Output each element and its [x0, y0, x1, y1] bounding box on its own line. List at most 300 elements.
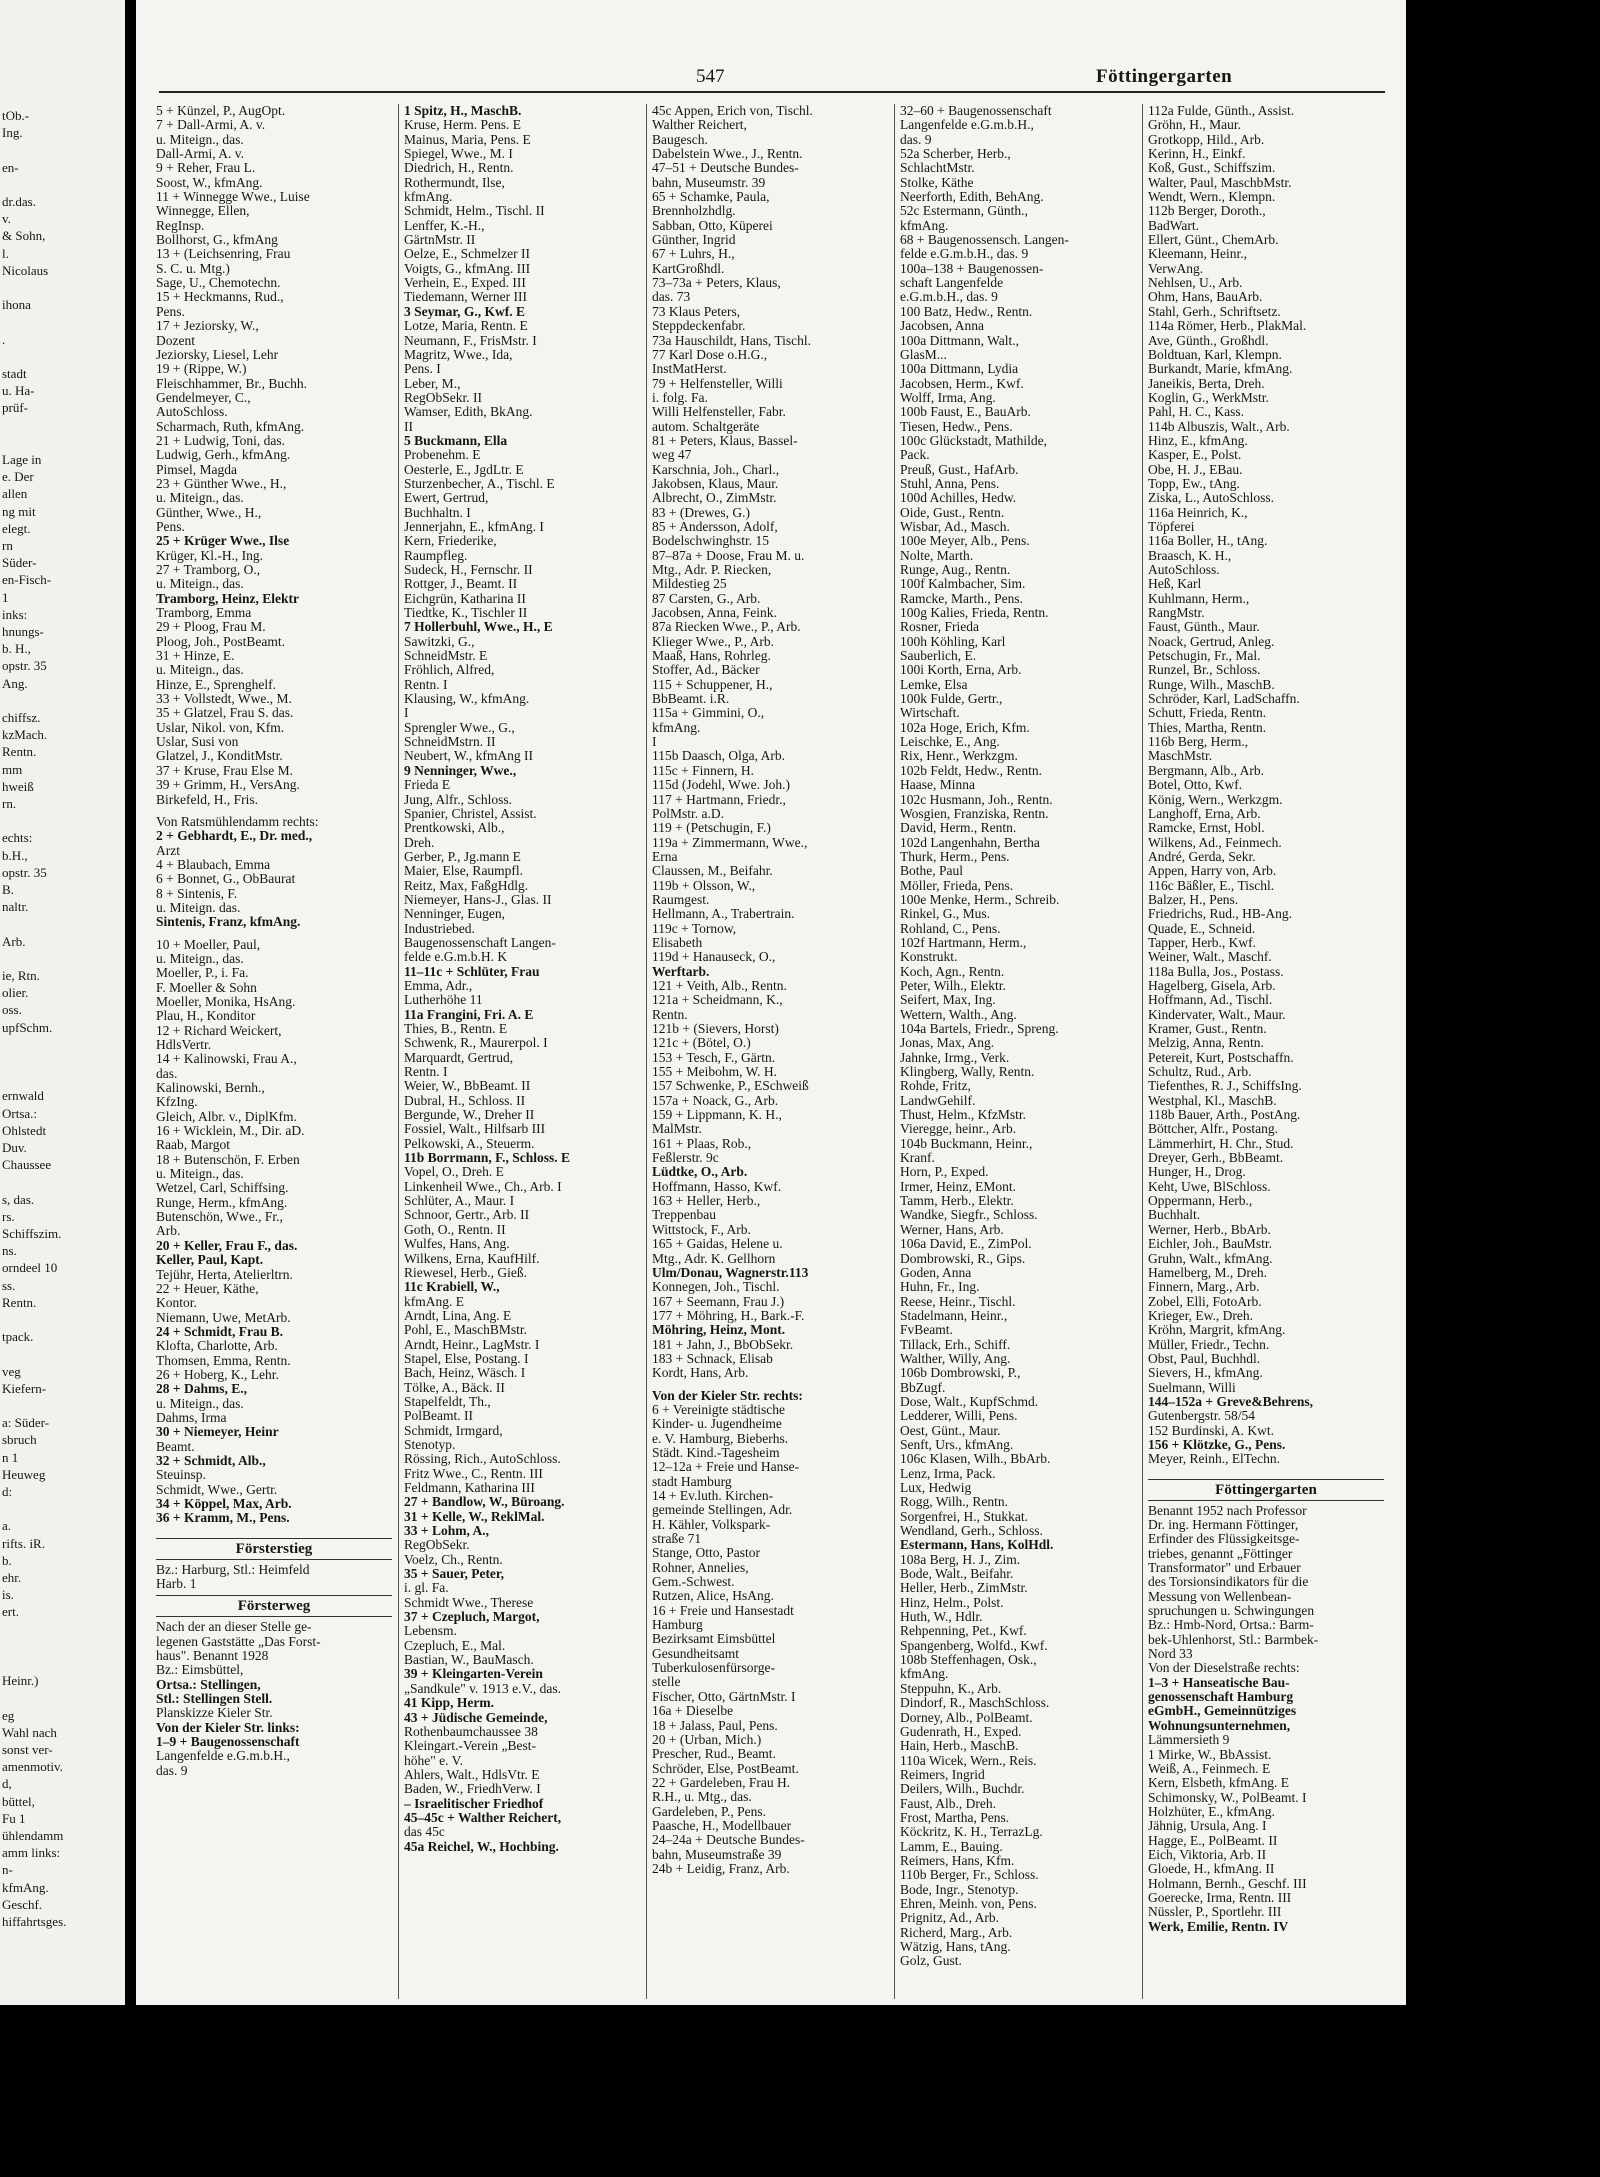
directory-entry: Thomsen, Emma, Rentn.: [156, 1353, 291, 1368]
directory-entry: Hellmann, A., Trabertrain.: [652, 907, 795, 922]
directory-entry: u. Miteign., das.: [156, 1396, 244, 1411]
directory-entry: Voelz, Ch., Rentn.: [404, 1552, 503, 1567]
directory-entry: 22 + Gardeleben, Frau H.: [652, 1775, 791, 1790]
directory-entry: Lotze, Maria, Rentn. E: [404, 319, 528, 334]
directory-entry: 110a Wicek, Wern., Reis.: [900, 1753, 1037, 1768]
directory-entry: das. 73: [652, 290, 691, 305]
directory-entry: 100d Achilles, Hedw.: [900, 491, 1017, 506]
prev-page-line: b. H.,: [2, 641, 31, 657]
directory-entry: Ortsa.: Stellingen,: [156, 1677, 261, 1692]
directory-entry: Ploog, Joh., PostBeamt.: [156, 634, 286, 649]
section-heading: Försterstieg: [156, 1538, 392, 1560]
directory-entry: 68 + Baugenossensch. Langen-: [900, 233, 1069, 248]
directory-entry: Pelkowski, A., Steuerm.: [404, 1136, 535, 1151]
directory-entry: Walther Reichert,: [652, 118, 747, 133]
page-number: 547: [696, 66, 725, 87]
directory-entry: 165 + Gaidas, Helene u.: [652, 1237, 783, 1252]
directory-entry: Sievers, H., kfmAng.: [1148, 1366, 1263, 1381]
directory-entry: Gerber, P., Jg.mann E: [404, 849, 521, 864]
directory-entry: Hain, Herb., MaschB.: [900, 1739, 1019, 1754]
prev-page-line: Rentn.: [2, 1294, 37, 1310]
prev-page-line: ie, Rtn.: [2, 968, 40, 983]
directory-entry: Stolke, Käthe: [900, 175, 974, 190]
directory-entry: Balzer, H., Pens.: [1148, 892, 1239, 907]
directory-entry: BbBeamt. i.R.: [652, 692, 730, 707]
directory-entry: 77 Karl Dose o.H.G.,: [652, 347, 768, 362]
directory-entry: Bergmann, Alb., Arb.: [1148, 763, 1264, 778]
directory-entry: Fleischhammer, Br., Buchh.: [156, 376, 307, 391]
directory-entry: 6 + Vereinigte städtische: [652, 1402, 785, 1417]
directory-entry: gemeinde Stellingen, Adr.: [652, 1503, 793, 1518]
directory-entry: Messung von Wellenbean-: [1148, 1589, 1292, 1604]
directory-entry: Brennholzhdlg.: [652, 204, 736, 219]
directory-entry: Krüger, Kl.-H., Ing.: [156, 548, 264, 563]
prev-page-line: ihona: [2, 297, 31, 313]
directory-entry: Werner, Hans, Arb.: [900, 1222, 1004, 1237]
prev-page-line: 1: [2, 589, 9, 605]
directory-entry: Hamburg: [652, 1618, 703, 1633]
directory-entry: kfmAng.: [652, 720, 701, 735]
directory-entry: 161 + Plaas, Rob.,: [652, 1136, 752, 1151]
directory-entry: 12–12a + Freie und Hanse-: [652, 1460, 800, 1475]
directory-entry: 27 + Bandlow, W., Büroang.: [404, 1495, 565, 1510]
directory-entry: 45a Reichel, W., Hochbing.: [404, 1839, 559, 1854]
directory-entry: Buchhalt.: [1148, 1208, 1201, 1223]
directory-entry: SchlachtMstr.: [900, 161, 975, 176]
directory-entry: 100e Meyer, Alb., Pens.: [900, 534, 1030, 549]
directory-entry: 8 + Sintenis, F.: [156, 886, 238, 901]
directory-entry: Noack, Gertrud, Anleg.: [1148, 634, 1275, 649]
directory-entry: 1 Mirke, W., BbAssist.: [1148, 1747, 1272, 1762]
directory-entry: Kleingart.-Verein „Best-: [404, 1739, 536, 1754]
directory-entry: 87a Riecken Wwe., P., Arb.: [652, 620, 801, 635]
prev-page-line: en-: [2, 159, 19, 175]
directory-entry: Oppermann, Herb.,: [1148, 1194, 1253, 1209]
directory-entry: Hagge, E., PolBeamt. II: [1148, 1833, 1278, 1848]
directory-entry: 100a Dittmann, Lydia: [900, 362, 1019, 377]
directory-entry: 5 Buckmann, Ella: [404, 433, 508, 448]
directory-entry: Jakobsen, Klaus, Maur.: [652, 476, 779, 491]
directory-entry: Rinkel, G., Mus.: [900, 907, 991, 922]
directory-entry: spruchungen u. Schwingungen: [1148, 1604, 1315, 1619]
directory-entry: 28 + Dahms, E.,: [156, 1382, 247, 1397]
prev-page-line: rn.: [2, 796, 17, 811]
directory-entry: 114a Römer, Herb., PlakMal.: [1148, 319, 1307, 334]
directory-entry: Gutenbergstr. 58/54: [1148, 1409, 1255, 1424]
directory-entry: Peter, Wilh., Elektr.: [900, 978, 1006, 993]
directory-entry: 112b Berger, Doroth.,: [1148, 204, 1266, 219]
directory-entry: 100i Korth, Erna, Arb.: [900, 663, 1022, 678]
directory-entry: 36 + Kramm, M., Pens.: [156, 1511, 290, 1526]
directory-entry: 119d + Hanauseck, O.,: [652, 950, 776, 965]
directory-entry: Von der Dieselstraße rechts:: [1148, 1661, 1300, 1676]
prev-page-line: kfmAng.: [2, 1879, 49, 1895]
directory-entry: Langhoff, Erna, Arb.: [1148, 806, 1261, 821]
directory-entry: Tiefenthes, R. J., SchiffsIng.: [1148, 1079, 1302, 1094]
directory-entry: Kern, Friederike,: [404, 534, 497, 549]
directory-entry: Schröder, Karl, LadSchaffn.: [1148, 692, 1300, 707]
column-divider: [646, 104, 647, 1999]
directory-entry: 43 + Jüdische Gemeinde,: [404, 1710, 548, 1725]
directory-entry: Nüssler, P., Sportlehr. III: [1148, 1905, 1282, 1920]
directory-entry: 11b Borrmann, F., Schloss. E: [404, 1151, 571, 1166]
directory-entry: Kuhlmann, Herm.,: [1148, 591, 1250, 606]
directory-entry: e. V. Hamburg, Bieberhs.: [652, 1431, 789, 1446]
directory-entry: 15 + Heckmanns, Rud.,: [156, 290, 284, 305]
directory-entry: 20 + Keller, Frau F., das.: [156, 1238, 298, 1253]
directory-entry: Tuberkulosenfürsorge-: [652, 1661, 775, 1676]
directory-entry: Rix, Henr., Werkzgm.: [900, 749, 1018, 764]
directory-entry: Fischer, Otto, GärtnMstr. I: [652, 1689, 796, 1704]
directory-entry: 100a Dittmann, Walt.,: [900, 333, 1020, 348]
directory-entry: RangMstr.: [1148, 606, 1205, 621]
directory-entry: Ellert, Günt., ChemArb.: [1148, 233, 1279, 248]
directory-entry: 21 + Ludwig, Toni, das.: [156, 433, 286, 448]
directory-entry: höhe" e. V.: [404, 1753, 464, 1768]
directory-entry: Rogg, Wilh., Rentn.: [900, 1495, 1008, 1510]
directory-entry: Tramborg, Heinz, Elektr: [156, 591, 299, 606]
directory-entry: Wetzel, Carl, Schiffsing.: [156, 1181, 289, 1196]
prev-page-line: Ortsa.:: [2, 1105, 38, 1121]
prev-page-line: opstr. 35: [2, 658, 47, 674]
prev-page-line: b.: [2, 1552, 12, 1568]
directory-entry: 100a–138 + Baugenossen-: [900, 261, 1044, 276]
directory-entry: Sintenis, Franz, kfmAng.: [156, 915, 301, 930]
prev-page-line: oss.: [2, 1002, 22, 1018]
directory-entry: Schnoor, Gertr., Arb. II: [404, 1208, 530, 1223]
prev-page-line: elegt.: [2, 520, 31, 536]
directory-entry: Hamelberg, M., Dreh.: [1148, 1265, 1267, 1280]
directory-entry: Kramer, Gust., Rentn.: [1148, 1022, 1267, 1036]
directory-entry: Hagelberg, Gisela, Arb.: [1148, 978, 1276, 993]
directory-entry: Stuhl, Anna, Pens.: [900, 476, 1000, 491]
directory-entry: Ledderer, Willi, Pens.: [900, 1409, 1018, 1424]
directory-entry: Albrecht, O., ZimMstr.: [652, 491, 777, 506]
directory-entry: genossenschaft Hamburg: [1148, 1690, 1294, 1705]
directory-column-4: [900, 104, 1136, 1999]
directory-entry: Eichler, Joh., BauMstr.: [1148, 1237, 1272, 1252]
directory-entry: 24–24a + Deutsche Bundes-: [652, 1833, 805, 1848]
directory-entry: Nach der an dieser Stelle ge-: [156, 1620, 312, 1635]
directory-entry: 83 + (Drewes, G.): [652, 505, 750, 520]
prev-page-line: Nicolaus: [2, 262, 49, 278]
directory-entry: – Israelitischer Friedhof: [404, 1796, 544, 1811]
directory-entry: 100c Glückstadt, Mathilde,: [900, 433, 1047, 448]
directory-entry: 119 + (Petschugin, F.): [652, 821, 771, 836]
prev-page-line: rs.: [2, 1208, 15, 1224]
directory-entry: Bach, Heinz, Wäsch. I: [404, 1366, 526, 1381]
directory-entry: 183 + Schnack, Elisab: [652, 1351, 773, 1366]
directory-entry: 100 Batz, Hedw., Rentn.: [900, 304, 1033, 319]
directory-entry: 85 + Andersson, Adolf,: [652, 519, 778, 534]
directory-entry: S. C. u. Mtg.): [156, 261, 230, 276]
directory-entry: Weiß, A., Feinmech. E: [1148, 1761, 1271, 1776]
prev-page-line: büttel,: [2, 1793, 35, 1809]
directory-entry: Dreyer, Gerh., BbBeamt.: [1148, 1151, 1284, 1166]
directory-entry: 116b Berg, Herm.,: [1148, 735, 1249, 750]
directory-entry: felde e.G.m.b.H. K: [404, 950, 508, 965]
directory-entry: David, Herm., Rentn.: [900, 821, 1017, 836]
directory-entry: Kontor.: [156, 1296, 197, 1311]
directory-entry: Suelmann, Willi: [1148, 1380, 1236, 1395]
directory-entry: 23 + Günther Wwe., H.,: [156, 476, 287, 491]
directory-entry: Gröhn, H., Maur.: [1148, 118, 1241, 133]
directory-entry: Prescher, Rud., Beamt.: [652, 1747, 776, 1762]
directory-entry: Richerd, Marg., Arb.: [900, 1925, 1013, 1940]
directory-entry: 119a + Zimmermann, Wwe.,: [652, 835, 808, 850]
directory-entry: Vieregge, heinr., Arb.: [900, 1122, 1017, 1137]
prev-page-line: Ohlstedt: [2, 1122, 47, 1138]
directory-entry: Langenfelde e.G.m.b.H.,: [156, 1749, 290, 1764]
directory-entry: 29 + Ploog, Frau M.: [156, 620, 266, 635]
prev-page-line: sonst ver-: [2, 1742, 53, 1757]
directory-entry: Benannt 1952 nach Professor: [1148, 1503, 1307, 1518]
directory-entry: Kröhn, Margrit, kfmAng.: [1148, 1323, 1286, 1338]
header-rule: [159, 91, 1385, 93]
directory-entry: 181 + Jahn, J., BbObSekr.: [652, 1337, 794, 1352]
directory-entry: u. Miteign. das.: [156, 900, 241, 915]
directory-entry: Dombrowski, R., Gips.: [900, 1251, 1026, 1266]
prev-page-line: l.: [2, 245, 9, 261]
directory-entry: Heß, Karl: [1148, 577, 1202, 592]
directory-entry: Jennerjahn, E., kfmAng. I: [404, 519, 544, 534]
directory-entry: Stl.: Stellingen Stell.: [156, 1692, 273, 1707]
previous-page-fragment: [0, 0, 125, 2005]
directory-entry: Steppdeckenfabr.: [652, 319, 746, 334]
directory-entry: Goth, O., Rentn. II: [404, 1222, 506, 1237]
directory-entry: Dorney, Alb., PolBeamt.: [900, 1710, 1033, 1725]
directory-entry: Werftarb.: [652, 964, 710, 979]
prev-page-line: d:: [2, 1484, 13, 1499]
directory-entry: MalMstr.: [652, 1122, 702, 1137]
directory-entry: Dose, Walt., KupfSchmd.: [900, 1394, 1039, 1409]
directory-entry: Bergunde, W., Dreher II: [404, 1108, 535, 1123]
prev-page-line: ert.: [2, 1604, 19, 1620]
directory-entry: Lämmerhirt, H. Chr., Stud.: [1148, 1136, 1294, 1151]
directory-entry: 108a Berg, H. J., Zim.: [900, 1552, 1021, 1567]
directory-entry: Nord 33: [1148, 1647, 1193, 1662]
directory-entry: KartGroßhdl.: [652, 261, 725, 276]
directory-entry: Wettern, Walth., Ang.: [900, 1007, 1017, 1022]
directory-entry: 33 + Vollstedt, Wwe., M.: [156, 692, 292, 707]
directory-entry: Rentn. I: [404, 1065, 448, 1080]
directory-entry: Magritz, Wwe., Ida,: [404, 347, 513, 362]
directory-entry: Wätzig, Hans, tAng.: [900, 1940, 1011, 1954]
directory-entry: Schmidt, Helm., Tischl. II: [404, 204, 545, 219]
directory-entry: Weier, W., BbBeamt. II: [404, 1079, 531, 1094]
directory-entry: das. 9: [900, 132, 932, 147]
directory-entry: Töpferei: [1148, 519, 1195, 534]
directory-entry: Baden, W., FriedhVerw. I: [404, 1782, 541, 1797]
directory-entry: Pens. I: [404, 362, 441, 377]
directory-entry: das 45c: [404, 1825, 445, 1840]
directory-entry: Vopel, O., Dreh. E: [404, 1165, 504, 1180]
directory-entry: Kerinn, H., Einkf.: [1148, 147, 1246, 162]
directory-entry: Kordt, Hans, Arb.: [652, 1366, 749, 1381]
directory-entry: Arndt, Lina, Ang. E: [404, 1308, 512, 1323]
directory-entry: 159 + Lippmann, K. H.,: [652, 1108, 782, 1123]
directory-entry: 35 + Glatzel, Frau S. das.: [156, 706, 294, 721]
directory-entry: Emma, Adr.,: [404, 978, 473, 993]
directory-entry: Runge, Herm., kfmAng.: [156, 1195, 288, 1210]
directory-entry: RegInsp.: [156, 218, 205, 233]
directory-entry: Goden, Anna: [900, 1265, 972, 1280]
prev-page-line: allen: [2, 486, 28, 502]
prev-page-line: inks:: [2, 606, 28, 622]
prev-page-line: ehr.: [2, 1570, 22, 1585]
directory-entry: e.G.m.b.H., das. 9: [900, 290, 998, 305]
directory-entry: Lux, Hedwig: [900, 1481, 972, 1495]
directory-entry: Spiegel, Wwe., M. I: [404, 147, 513, 162]
directory-entry: Ahlers, Walt., HdlsVtr. E: [404, 1767, 540, 1782]
directory-entry: 114b Albuszis, Walt., Arb.: [1148, 419, 1290, 434]
directory-entry: Petschugin, Fr., Mal.: [1148, 649, 1261, 664]
directory-entry: legenen Gaststätte „Das Forst-: [156, 1634, 321, 1649]
directory-entry: 30 + Niemeyer, Heinr: [156, 1425, 279, 1440]
directory-entry: Bz.: Eimsbüttel,: [156, 1663, 244, 1678]
prev-page-line: Kiefern-: [2, 1380, 47, 1396]
prev-page-line: stadt: [2, 366, 27, 381]
directory-entry: Ehren, Meinh. von, Pens.: [900, 1896, 1037, 1911]
directory-entry: Grotkopp, Hild., Arb.: [1148, 132, 1265, 147]
directory-entry: Sprengler Wwe., G.,: [404, 720, 515, 735]
directory-entry: Pohl, E., MaschBMstr.: [404, 1323, 528, 1338]
directory-entry: u. Miteign., das.: [156, 1167, 244, 1182]
directory-entry: Prentkowski, Alb.,: [404, 821, 505, 836]
directory-entry: 112a Fulde, Günth., Assist.: [1148, 104, 1295, 118]
column-divider: [894, 104, 895, 1999]
prev-page-line: Lage in: [2, 452, 42, 467]
directory-entry: Koglin, G., WerkMstr.: [1148, 390, 1269, 405]
directory-entry: Ulm/Donau, Wagnerstr.113: [652, 1265, 809, 1280]
directory-entry: 25 + Krüger Wwe., Ilse: [156, 534, 290, 549]
directory-entry: Holmann, Bernh., Geschf. III: [1148, 1876, 1307, 1891]
directory-entry: PolBeamt. II: [404, 1409, 473, 1424]
directory-entry: Huth, W., Hdlr.: [900, 1610, 983, 1625]
directory-entry: 100b Faust, E., BauArb.: [900, 405, 1031, 420]
directory-entry: Raab, Margot: [156, 1138, 230, 1153]
prev-page-line: Duv.: [2, 1140, 27, 1155]
directory-entry: Raumpfleg.: [404, 548, 468, 563]
directory-column-5: [1148, 104, 1384, 1999]
directory-entry: 118a Bulla, Jos., Postass.: [1148, 964, 1284, 979]
directory-entry: Leischke, E., Ang.: [900, 735, 1000, 750]
directory-entry: 1–9 + Baugenossenschaft: [156, 1735, 300, 1750]
directory-entry: Willi Helfensteller, Fabr.: [652, 405, 786, 420]
directory-entry: Voigts, G., kfmAng. III: [404, 261, 531, 276]
directory-entry: Koch, Agn., Rentn.: [900, 964, 1005, 979]
directory-entry: Wisbar, Ad., Masch.: [900, 519, 1010, 534]
directory-entry: 67 + Luhrs, H.,: [652, 247, 735, 262]
directory-entry: Karschnia, Joh., Charl.,: [652, 462, 780, 477]
directory-entry: Claussen, M., Beifahr.: [652, 864, 773, 879]
directory-entry: Tiedemann, Werner III: [404, 290, 528, 305]
directory-entry: Rutzen, Alice, HsAng.: [652, 1589, 774, 1604]
directory-entry: Rosner, Frieda: [900, 620, 979, 635]
directory-entry: 27 + Tramborg, O.,: [156, 563, 261, 577]
directory-entry: Stapelfeldt, Th.,: [404, 1394, 491, 1409]
directory-entry: Fröhlich, Alfred,: [404, 663, 495, 678]
prev-page-line: amenmotiv.: [2, 1759, 63, 1775]
directory-entry: Günther, Ingrid: [652, 233, 736, 248]
directory-entry: Baugesch.: [652, 132, 708, 147]
directory-entry: Hinz, Helm., Polst.: [900, 1595, 1004, 1610]
directory-entry: Birkefeld, H., Fris.: [156, 792, 258, 807]
prev-page-line: rn: [2, 538, 13, 553]
directory-entry: Uslar, Nikol. von, Kfm.: [156, 720, 285, 735]
directory-entry: 115a + Gimmini, O.,: [652, 706, 765, 721]
directory-entry: 121b + (Sievers, Horst): [652, 1022, 779, 1036]
directory-entry: bahn, Museumstraße 39: [652, 1847, 782, 1862]
directory-entry: Ramcke, Ernst, Hobl.: [1148, 821, 1265, 836]
directory-entry: Gesundheitsamt: [652, 1646, 739, 1661]
directory-entry: Langenfelde e.G.m.b.H.,: [900, 118, 1034, 133]
directory-entry: Eich, Viktoria, Arb. II: [1148, 1847, 1267, 1862]
directory-entry: 102c Husmann, Joh., Rentn.: [900, 792, 1053, 807]
directory-entry: Sawitzki, G.,: [404, 634, 475, 649]
directory-entry: Tiedtke, K., Tischler II: [404, 606, 528, 621]
directory-entry: Bode, Ingr., Stenotyp.: [900, 1882, 1019, 1897]
directory-entry: 24 + Schmidt, Frau B.: [156, 1324, 283, 1339]
directory-entry: Jähnig, Ursula, Ang. I: [1148, 1819, 1267, 1834]
directory-entry: Klofta, Charlotte, Arb.: [156, 1339, 278, 1354]
directory-entry: 121 + Veith, Alb., Rentn.: [652, 978, 787, 993]
directory-entry: Pack.: [900, 448, 930, 463]
directory-entry: André, Gerda, Sekr.: [1148, 849, 1256, 864]
directory-entry: Keht, Uwe, BlSchloss.: [1148, 1179, 1271, 1194]
directory-entry: Rottger, J., Beamt. II: [404, 577, 518, 592]
prev-page-line: hweiß: [2, 778, 34, 794]
directory-entry: Glatzel, J., KonditMstr.: [156, 749, 283, 764]
directory-entry: Steppuhn, K., Arb.: [900, 1681, 1002, 1696]
prev-page-line: Chaussee: [2, 1157, 52, 1173]
prev-page-line: echts:: [2, 830, 33, 846]
directory-entry: 11a Frangini, Fri. A. E: [404, 1007, 534, 1022]
directory-entry: Möhring, Heinz, Mont.: [652, 1323, 786, 1338]
directory-entry: Gruhn, Walt., kfmAng.: [1148, 1251, 1273, 1266]
directory-entry: des Torsionsindikators für die: [1148, 1575, 1309, 1590]
directory-entry: 31 + Hinze, E.: [156, 649, 235, 664]
directory-entry: Hinz, E., kfmAng.: [1148, 433, 1248, 448]
directory-entry: Faust, Alb., Dreh.: [900, 1796, 996, 1811]
directory-entry: Kinder- u. Jugendheime: [652, 1417, 782, 1432]
directory-entry: Petereit, Kurt, Postschaffn.: [1148, 1050, 1294, 1065]
directory-entry: u. Miteign., das.: [156, 951, 244, 966]
directory-entry: Moeller, P., i. Fa.: [156, 966, 249, 981]
directory-entry: Czepluch, E., Mal.: [404, 1638, 506, 1653]
directory-entry: Bode, Walt., Beifahr.: [900, 1567, 1014, 1582]
directory-entry: Dreh.: [404, 835, 435, 850]
directory-entry: 167 + Seemann, Frau J.): [652, 1294, 785, 1309]
directory-entry: 106a David, E., ZimPol.: [900, 1237, 1032, 1252]
directory-entry: Spanier, Christel, Assist.: [404, 806, 537, 821]
directory-entry: Kalinowski, Bernh.,: [156, 1081, 265, 1096]
directory-entry: Wendland, Gerh., Schloss.: [900, 1524, 1043, 1539]
directory-entry: 118b Bauer, Arth., PostAng.: [1148, 1108, 1301, 1123]
directory-entry: Spangenberg, Wolfd., Kwf.: [900, 1638, 1048, 1653]
directory-entry: Marquardt, Gertrud,: [404, 1050, 514, 1065]
directory-entry: eGmbH., Gemeinnütziges: [1148, 1704, 1297, 1719]
directory-entry: Senft, Urs., kfmAng.: [900, 1437, 1014, 1452]
directory-entry: 115 + Schuppener, H.,: [652, 677, 773, 692]
directory-entry: Gloede, H., kfmAng. II: [1148, 1862, 1275, 1877]
directory-entry: Neubert, W., kfmAng II: [404, 749, 533, 764]
directory-entry: Bz.: Harburg, Stl.: Heimfeld: [156, 1562, 310, 1577]
prev-page-line: d,: [2, 1776, 12, 1792]
directory-entry: Eichgrün, Katharina II: [404, 591, 526, 606]
directory-entry: Harb. 1: [156, 1577, 197, 1592]
directory-entry: Pens.: [156, 304, 185, 319]
